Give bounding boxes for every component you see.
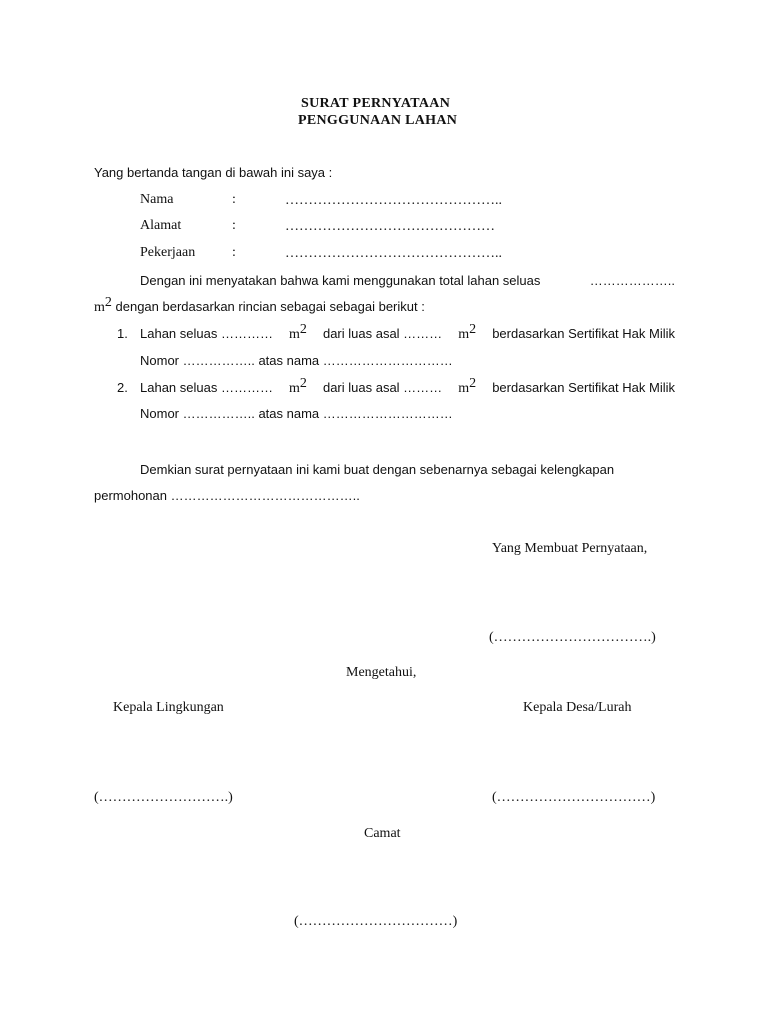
acknowledged-label: Mengetahui, bbox=[346, 665, 417, 680]
field-address-blank: ……………………………………… bbox=[285, 219, 495, 234]
item-1-line1 bbox=[140, 322, 675, 343]
field-name-blank: ……………………………………….. bbox=[285, 193, 502, 208]
item-2-area: Lahan seluas ………… bbox=[140, 380, 273, 395]
closing-line2: permohonan …………………………………….. bbox=[94, 488, 360, 503]
camat-signature-blank: (……………………………) bbox=[294, 914, 458, 929]
statement-area-blank: ……………….. bbox=[589, 273, 675, 288]
field-occupation-colon: : bbox=[232, 245, 236, 260]
unit-superscript: 2 bbox=[104, 295, 112, 310]
statement-continuation: dengan berdasarkan rincian sebagai sebagai berikut : bbox=[115, 299, 425, 314]
field-name-colon: : bbox=[232, 192, 236, 207]
right-signature-blank: (……………………………) bbox=[492, 790, 656, 805]
item-2-number: 2. bbox=[117, 380, 128, 395]
item-2-certificate: berdasarkan Sertifikat Hak Milik bbox=[492, 380, 675, 395]
statement-text: Dengan ini menyatakan bahwa kami menggunakan total lahan seluas bbox=[140, 273, 541, 288]
unit-m: m bbox=[94, 300, 105, 315]
item-1-unit-2: $m^2$ bbox=[458, 322, 477, 342]
closing-line1 bbox=[140, 461, 675, 478]
item-1-line2: Nomor …………….. atas nama ………………………… bbox=[140, 353, 453, 368]
item-1-area: Lahan seluas ………… bbox=[140, 326, 273, 341]
camat-label: Camat bbox=[364, 826, 401, 841]
intro-text: Yang bertanda tangan di bawah ini saya : bbox=[94, 165, 333, 180]
document-title-line2: PENGGUNAAN LAHAN bbox=[298, 113, 458, 128]
item-2-unit-1: $m^2$ bbox=[289, 376, 307, 396]
item-2-unit-2: $m^2$ bbox=[458, 376, 477, 396]
field-occupation-label: Pekerjaan bbox=[140, 245, 196, 260]
item-2-line1 bbox=[140, 376, 675, 397]
maker-signature-blank: (…………………………….) bbox=[489, 630, 656, 645]
item-1-original-area: dari luas asal ……… bbox=[322, 326, 443, 341]
statement-line2 bbox=[94, 295, 425, 316]
item-2-line2: Nomor …………….. atas nama ………………………… bbox=[140, 406, 453, 421]
field-name-label: Nama bbox=[140, 192, 174, 207]
field-address-colon: : bbox=[232, 218, 236, 233]
right-signer-label: Kepala Desa/Lurah bbox=[523, 700, 632, 715]
left-signer-label: Kepala Lingkungan bbox=[113, 700, 224, 715]
item-2-original-area: dari luas asal ……… bbox=[322, 380, 443, 395]
item-1-unit-1: $m^2$ bbox=[289, 322, 307, 342]
maker-label: Yang Membuat Pernyataan, bbox=[492, 541, 648, 556]
closing-text: Demkian surat pernyataan ini kami buat dengan sebenarnya sebagai kelengkapan bbox=[140, 462, 615, 477]
statement-line1 bbox=[140, 272, 675, 289]
field-occupation-blank: ……………………………………….. bbox=[285, 246, 502, 261]
left-signature-blank: (……………………….) bbox=[94, 790, 233, 805]
field-address-label: Alamat bbox=[140, 218, 182, 233]
document-title-line1: SURAT PERNYATAAN bbox=[301, 96, 451, 111]
item-1-number: 1. bbox=[117, 326, 128, 341]
item-1-certificate: berdasarkan Sertifikat Hak Milik bbox=[492, 326, 675, 341]
